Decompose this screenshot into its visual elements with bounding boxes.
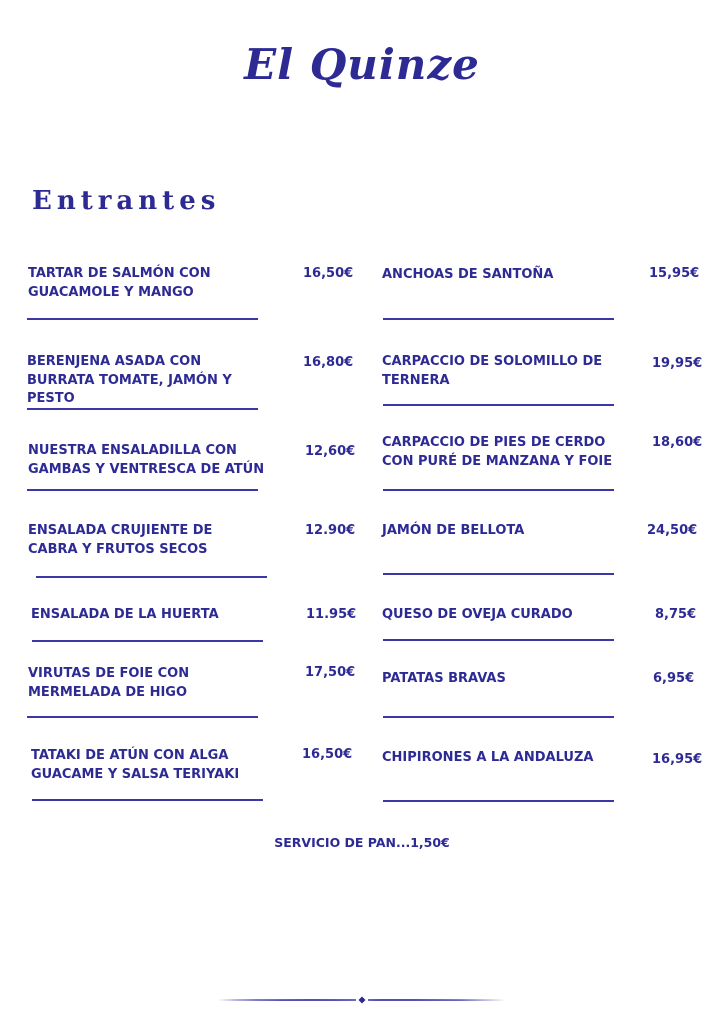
item-name: TATAKI DE ATÚN CON ALGA GUACAME Y SALSA TERIYAKI	[31, 748, 240, 782]
item-price: 16,50€	[302, 747, 353, 762]
item-price: 12.90€	[305, 523, 356, 538]
item-name: JAMÓN DE BELLOTA	[382, 523, 525, 538]
item-divider	[383, 639, 614, 641]
item-price: 16,95€	[652, 752, 703, 767]
restaurant-logo: El Quinze	[244, 40, 480, 89]
item-name: CARPACCIO DE SOLOMILLO DE TERNERA	[382, 354, 603, 388]
item-divider	[27, 318, 258, 320]
item-divider	[32, 799, 263, 801]
item-divider	[27, 489, 258, 491]
item-divider	[27, 408, 258, 410]
item-name: CHIPIRONES A LA ANDALUZA	[382, 750, 594, 765]
bread-service-note: SERVICIO DE PAN...1,50€	[274, 835, 450, 850]
section-title: Entrantes	[32, 186, 221, 216]
item-divider	[383, 489, 614, 491]
item-name: QUESO DE OVEJA CURADO	[382, 607, 573, 622]
item-name: NUESTRA ENSALADILLA CON GAMBAS Y VENTRESCA DE ATÚN	[28, 443, 265, 477]
item-name: ENSALADA DE LA HUERTA	[31, 607, 219, 622]
item-name: CARPACCIO DE PIES DE CERDO CON PURÉ DE MANZANA Y FOIE	[382, 435, 613, 469]
item-price: 16,50€	[303, 266, 354, 281]
item-name: ANCHOAS DE SANTOÑA	[382, 267, 554, 282]
item-name: PATATAS BRAVAS	[382, 671, 506, 686]
ornamental-divider	[218, 995, 506, 1005]
item-name: TARTAR DE SALMÓN CON GUACAMOLE Y MANGO	[28, 266, 211, 300]
item-price: 12,60€	[305, 444, 356, 459]
item-price: 17,50€	[305, 665, 356, 680]
item-price: 6,95€	[653, 671, 695, 686]
item-name: ENSALADA CRUJIENTE DE CABRA Y FRUTOS SECOS	[28, 523, 213, 557]
item-divider	[383, 404, 614, 406]
item-divider	[27, 716, 258, 718]
item-price: 24,50€	[647, 523, 698, 538]
item-price: 16,80€	[303, 355, 354, 370]
item-price: 18,60€	[652, 435, 703, 450]
item-divider	[383, 800, 614, 802]
item-name: BERENJENA ASADA CON BURRATA TOMATE, JAMÓN Y PESTO	[27, 354, 232, 406]
item-price: 11.95€	[306, 607, 357, 622]
item-price: 19,95€	[652, 356, 703, 371]
item-price: 15,95€	[649, 266, 700, 281]
item-name: VIRUTAS DE FOIE CON MERMELADA DE HIGO	[28, 666, 190, 700]
item-divider	[32, 640, 263, 642]
item-price: 8,75€	[655, 607, 697, 622]
item-divider	[383, 318, 614, 320]
item-divider	[383, 716, 614, 718]
item-divider	[36, 576, 267, 578]
item-divider	[383, 573, 614, 575]
